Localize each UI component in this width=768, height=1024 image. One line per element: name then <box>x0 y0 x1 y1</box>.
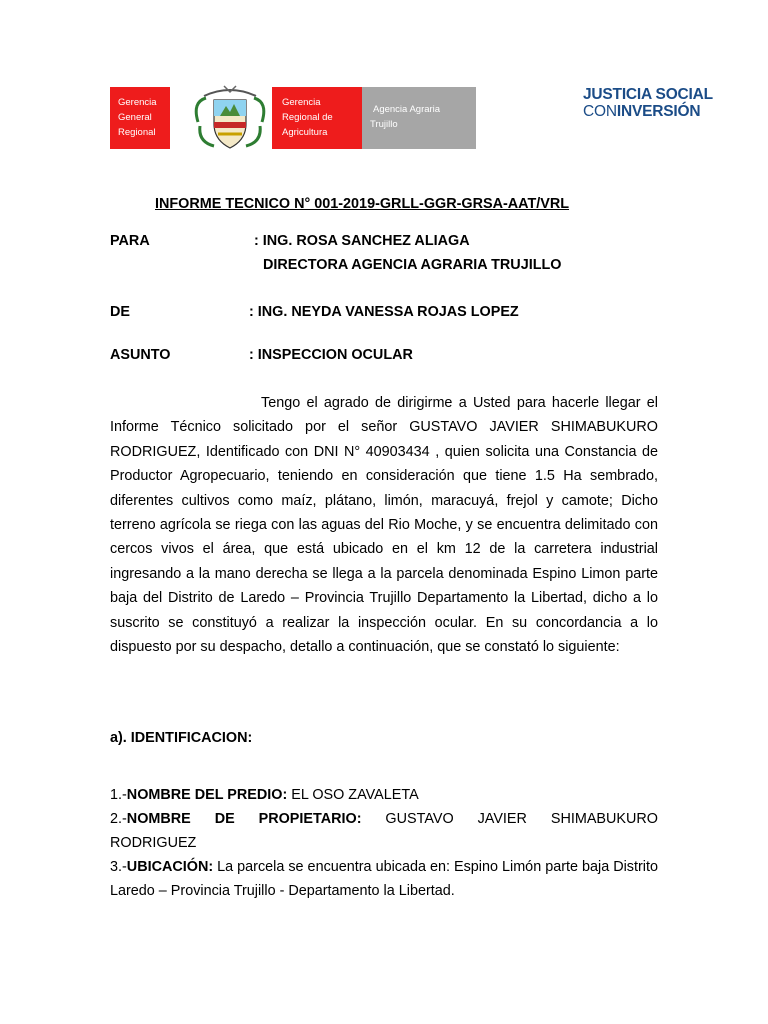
item-label: NOMBRE DEL PREDIO: <box>126 787 288 803</box>
item-ubicacion <box>110 855 658 904</box>
brand-line-2 <box>583 103 713 120</box>
item-label: NOMBRE DE PROPIETARIO: <box>126 811 362 827</box>
logo-line: Agricultura <box>282 127 328 138</box>
logo-line: Agencia Agraria <box>373 104 441 115</box>
section-a-title: a). IDENTIFICACION: <box>110 730 253 746</box>
logo-line: General <box>118 112 152 123</box>
item-number: 3.- <box>110 859 127 875</box>
item-propietario-line1 <box>110 807 658 831</box>
logo-line: Trujillo <box>370 119 398 130</box>
section-heading <box>110 730 252 746</box>
brand-bold: INVERSIÓN <box>616 103 701 120</box>
item-value: La parcela se encuentra ubicada en: Espino Limón parte baja Distrito Laredo – Provincia Trujillo - Departamento la Libertad. <box>110 859 658 900</box>
logo-line: Gerencia <box>282 97 321 108</box>
item-number: 2.- <box>110 811 127 827</box>
de-value: : ING. NEYDA VANESSA ROJAS LOPEZ <box>249 304 519 320</box>
item-value: GUSTAVO JAVIER SHIMABUKURO <box>361 811 658 827</box>
item-nombre-predio <box>110 783 658 807</box>
asunto-value: : INSPECCION OCULAR <box>249 347 413 363</box>
body-text: Tengo el agrado de dirigirme a Usted para hacerle llegar el Informe Técnico solicitado por el señor GUSTAVO JAVIER SHIMABUKURO RODRIGUEZ, Identificado con DNI N° 40903434 , quien solicita una Constancia de Productor Agropecuario, teniendo en consideración que tiene 1.5 Ha sembrado, diferentes cultivos como maíz, plátano, limón, maracuyá, frejol y camote; Dicho terreno agrícola se riega con las aguas del Rio Moche, y se encuentra delimitado con cercos vivos el área, que está ubicado en el km 12 de la carretera industrial ingresando a la mano derecha se llega a la parcela denominada Espino Limon parte baja del Distrito de Laredo – Provincia Trujillo Departamento la Libertad, dicho a lo suscrito se constituyó a realizar la inspección ocular. En su concordancia a lo dispuesto por su despacho, detallo a continuación, que se constató lo siguiente: <box>110 395 658 656</box>
para-value-name: : ING. ROSA SANCHEZ ALIAGA <box>254 233 470 249</box>
item-label: UBICACIÓN: <box>126 859 214 875</box>
brand-prefix: CON <box>583 103 617 120</box>
logo-line: Regional <box>118 127 156 138</box>
para-value-position: DIRECTORA AGENCIA AGRARIA TRUJILLO <box>263 257 562 273</box>
gerencia-general-regional-logo <box>110 87 170 149</box>
para-label: PARA <box>110 233 150 249</box>
body-paragraph <box>110 391 658 659</box>
de-label: DE <box>110 304 130 320</box>
item-value: EL OSO ZAVALETA <box>287 787 419 803</box>
document-title: INFORME TECNICO N° 001-2019-GRLL-GGR-GRSA-AAT/VRL <box>155 196 570 212</box>
agencia-agraria-logo <box>362 87 476 149</box>
item-number: 1.- <box>110 787 127 803</box>
coat-of-arms-icon <box>190 82 270 154</box>
brand-line-1: JUSTICIA SOCIAL <box>583 86 713 103</box>
justicia-social-logo <box>583 86 713 120</box>
logo-line: Regional de <box>282 112 333 123</box>
gerencia-regional-agricultura-logo <box>272 87 362 149</box>
logo-line: Gerencia <box>118 97 157 108</box>
asunto-label: ASUNTO <box>110 347 171 363</box>
item-propietario-line2: RODRIGUEZ <box>110 835 197 851</box>
